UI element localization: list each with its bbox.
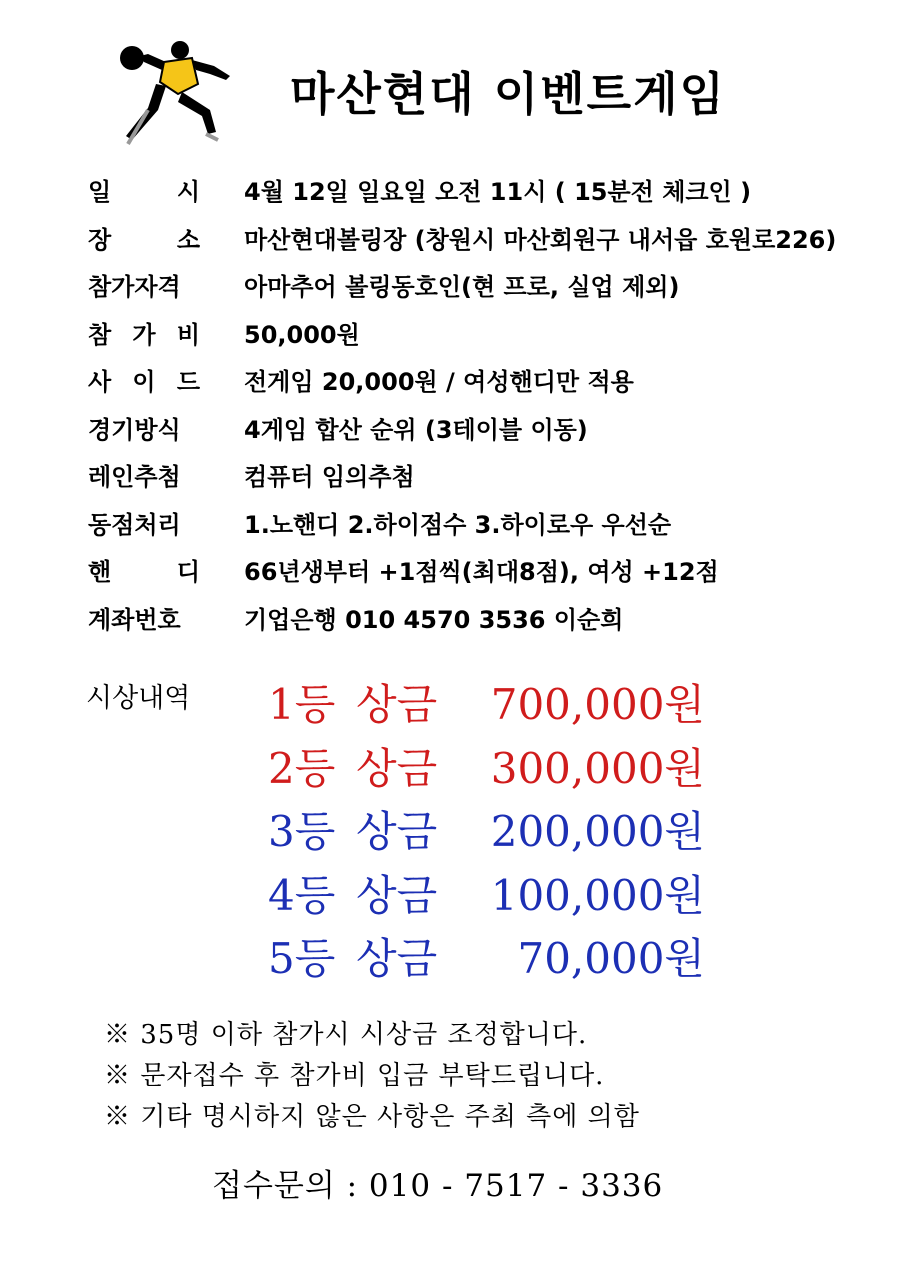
- info-row: [0, 362, 905, 406]
- prize-rank: 4등: [268, 870, 336, 920]
- note-item: ※ 기타 명시하지 않은 사항은 주최 측에 의함: [104, 1102, 640, 1132]
- info-value: 아마추어 볼링동호인(현 프로, 실업 제외): [244, 273, 680, 301]
- info-value: 50,000원: [244, 320, 360, 349]
- prize-row: [0, 799, 905, 861]
- prize-row: [0, 863, 905, 925]
- note-item: ※ 문자접수 후 참가비 입금 부탁드립니다.: [104, 1061, 605, 1091]
- page-title: 마산현대 이벤트게임: [290, 67, 726, 121]
- info-row: [0, 552, 905, 596]
- prize-amount: 700,000원: [490, 680, 705, 729]
- info-label: 장 소: [88, 225, 200, 254]
- awards-label: 시상내역: [86, 683, 191, 714]
- info-label: 경기방식: [88, 415, 181, 444]
- info-row: [0, 172, 905, 216]
- prize-name: 상금: [356, 807, 438, 856]
- prize-rank: 5등: [268, 934, 336, 983]
- prize-name: 상금: [356, 870, 438, 920]
- contact-info: 접수문의 : 010 - 7517 - 3336: [212, 1168, 664, 1204]
- info-row: [0, 267, 905, 311]
- info-row: [0, 410, 905, 454]
- prize-row: [0, 736, 905, 798]
- info-row: [0, 505, 905, 549]
- prize-rank: 2등: [268, 743, 336, 793]
- bowler-icon: [118, 36, 236, 148]
- info-value: 전게임 20,000원 / 여성핸디만 적용: [244, 368, 634, 396]
- info-label: 레인추첨: [88, 463, 181, 491]
- info-value: 4월 12일 일요일 오전 11시 ( 15분전 체크인 ): [244, 178, 752, 206]
- info-label: 동점처리: [88, 510, 181, 539]
- prize-name: 상금: [356, 934, 438, 983]
- prize-name: 상금: [356, 680, 438, 729]
- info-row: [0, 457, 905, 501]
- info-label: 일 시: [88, 178, 200, 206]
- info-value: 4게임 합산 순위 (3테이블 이동): [244, 415, 588, 444]
- note-item: ※ 35명 이하 참가시 시상금 조정합니다.: [104, 1020, 588, 1050]
- info-value: 기업은행 010 4570 3536 이순희: [244, 605, 624, 634]
- info-label: 핸 디: [88, 558, 200, 586]
- info-value: 1.노핸디 2.하이점수 3.하이로우 우선순: [244, 510, 672, 539]
- info-value: 66년생부터 +1점씩(최대8점), 여성 +12점: [244, 558, 719, 586]
- prize-amount: 300,000원: [490, 743, 705, 793]
- info-label: 참가자격: [88, 273, 181, 301]
- prize-rank: 3등: [268, 807, 336, 856]
- info-row: [0, 600, 905, 644]
- info-label: 사 이 드: [88, 368, 200, 396]
- prize-amount: 100,000원: [490, 870, 705, 920]
- prize-rank: 1등: [268, 680, 336, 729]
- info-value: 마산현대볼링장 (창원시 마산회원구 내서읍 호원로226): [244, 225, 837, 254]
- info-label: 참 가 비: [88, 320, 200, 349]
- info-row: [0, 315, 905, 359]
- info-row: [0, 220, 905, 264]
- info-label: 계좌번호: [88, 605, 181, 634]
- prize-row: [0, 926, 905, 988]
- prize-amount: 200,000원: [490, 807, 705, 856]
- prize-amount: 70,000원: [517, 934, 705, 983]
- prize-row: [0, 672, 905, 734]
- info-value: 컴퓨터 임의추첨: [244, 463, 415, 491]
- prize-name: 상금: [356, 743, 438, 793]
